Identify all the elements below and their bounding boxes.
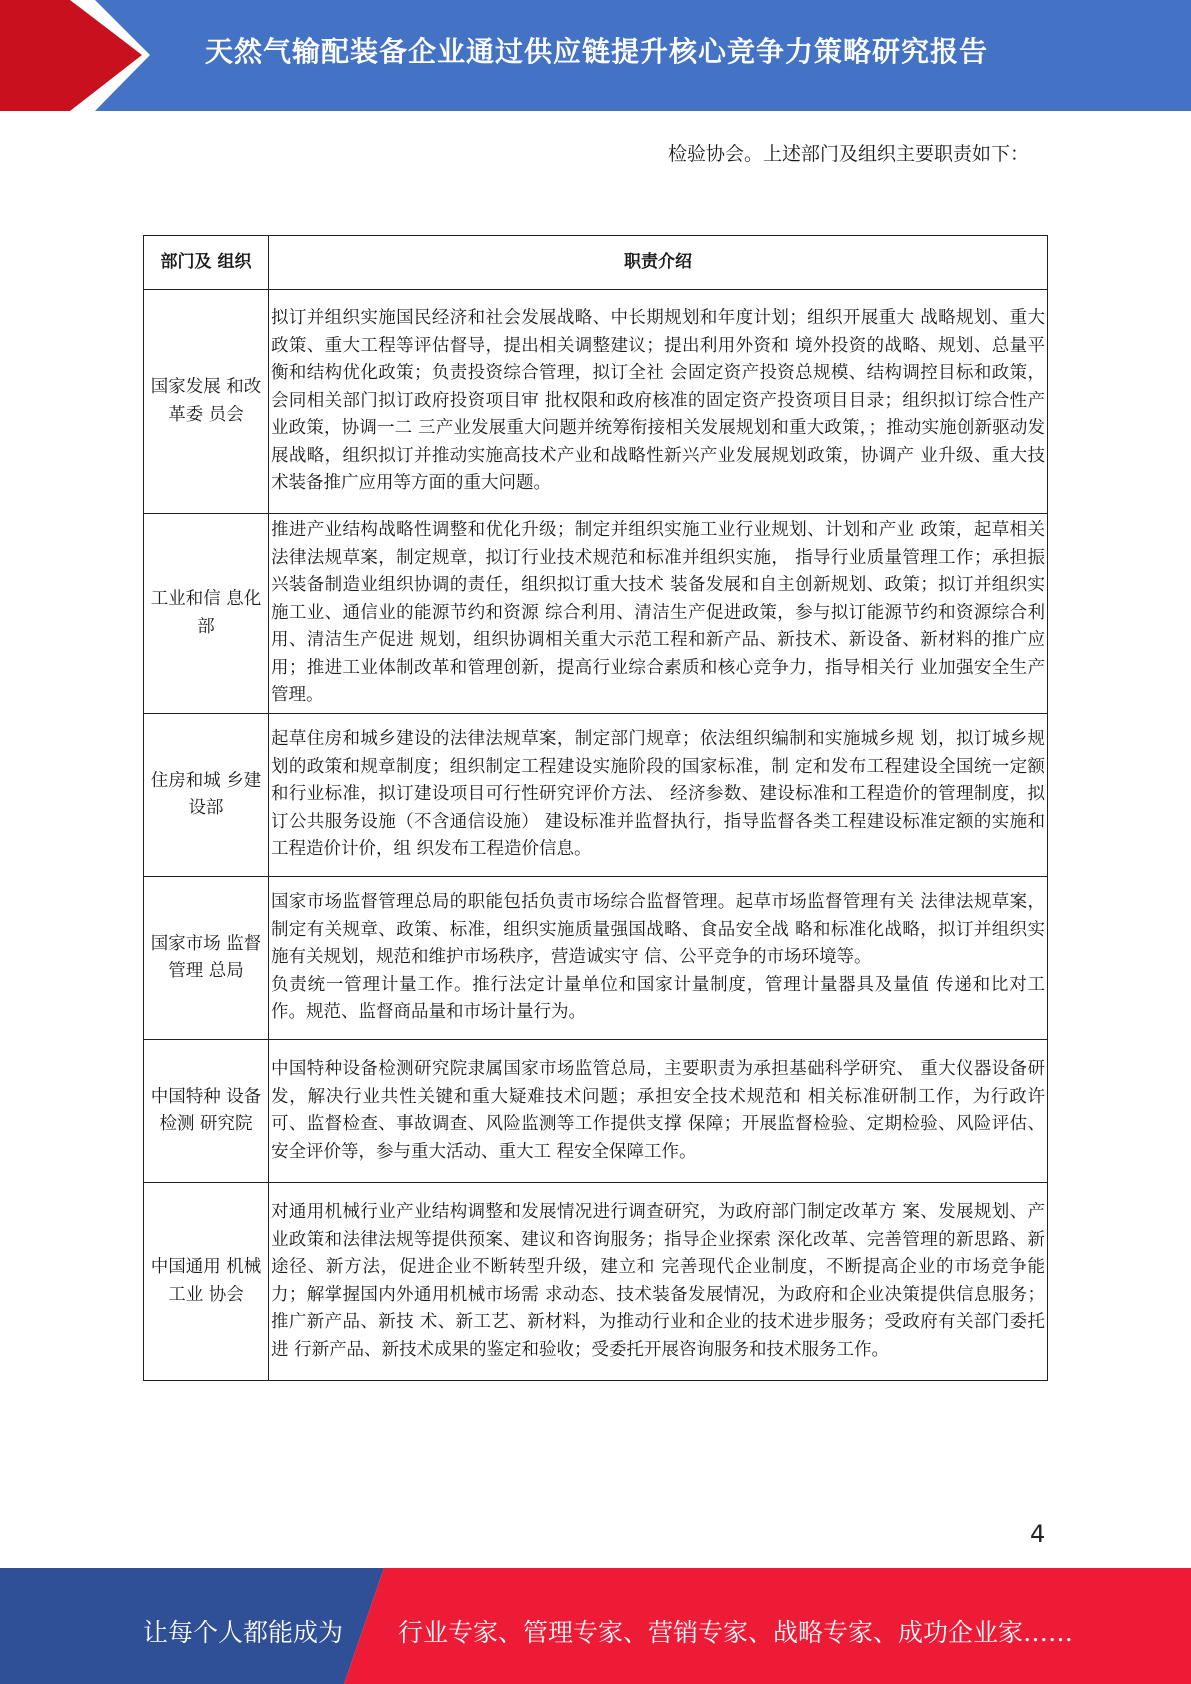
duties-cell	[269, 714, 1048, 877]
duties-paragraph: 国家市场监督管理总局的职能包括负责市场综合监督管理。起草市场监督管理有关 法律法规草案，制定有关规章、政策、标准，组织实施质量强国战略、食品安全战 略和标准化战略，拟订并组织实施有关规划，规范和维护市场秩序，营造诚实守 信、公平竞争的市场环境等。	[271, 892, 1045, 968]
page-number: 4	[1030, 1520, 1046, 1548]
duties-cell	[269, 290, 1048, 514]
duties-paragraph: 负责统一管理计量工作。推行法定计量单位和国家计量制度，管理计量器具及量值 传递和比对工作。规范、监督商品量和市场计量行为。	[271, 974, 1045, 1023]
table-row	[144, 1183, 1048, 1381]
department-cell: 中国特种 设备检测 研究院	[144, 1040, 269, 1183]
duties-cell	[269, 514, 1048, 714]
department-cell: 国家市场 监督管理 总局	[144, 877, 269, 1040]
page-header	[0, 0, 1191, 111]
header-duties: 职责介绍	[269, 236, 1048, 290]
table-row	[144, 514, 1048, 714]
department-cell: 中国通用 机械工业 协会	[144, 1183, 269, 1381]
intro-text: 检验协会。上述部门及组织主要职责如下：	[668, 143, 1030, 165]
duties-paragraph: 起草住房和城乡建设的法律法规草案，制定部门规章；依法组织编制和实施城乡规 划，拟订城乡规划的政策和规章制度；组织制定工程建设实施阶段的国家标准，制 定和发布工程建设全国统一定额和行业标准，拟订建设项目可行性研究评价方法、 经济参数、建设标准和工程造价的管理制度，拟订公共服务设施（不含通信设施） 建设标准并监督执行，指导监督各类工程建设标准定额的实施和工程造价计价，组 织发布工程造价信息。	[271, 729, 1045, 860]
duties-table	[143, 235, 1048, 1381]
page-footer	[0, 1568, 1191, 1684]
table-row	[144, 290, 1048, 514]
duties-cell	[269, 1040, 1048, 1183]
header-department: 部门及 组织	[144, 236, 269, 290]
table-row	[144, 714, 1048, 877]
duties-cell	[269, 877, 1048, 1040]
department-cell: 国家发展 和改革委 员会	[144, 290, 269, 514]
duties-paragraph: 中国特种设备检测研究院隶属国家市场监管总局，主要职责为承担基础科学研究、 重大仪器设备研发，解决行业共性关键和重大疑难技术问题；承担安全技术规范和 相关标准研制工作，为行政许可、监督检查、事故调查、风险监测等工作提供支撑 保障；开展监督检验、定期检验、风险评估、安全评价等，参与重大活动、重大工 程安全保障工作。	[271, 1059, 1045, 1162]
department-cell: 工业和信 息化部	[144, 514, 269, 714]
department-cell: 住房和城 乡建设部	[144, 714, 269, 877]
duties-cell	[269, 1183, 1048, 1381]
footer-slogan-right: 行业专家、管理专家、营销专家、战略专家、成功企业家……	[398, 1618, 1074, 1647]
table-row	[144, 1040, 1048, 1183]
footer-slogan-left: 让每个人都能成为	[143, 1618, 344, 1647]
duties-paragraph: 对通用机械行业产业结构调整和发展情况进行调查研究，为政府部门制定改革方 案、发展规划、产业政策和法律法规等提供预案、建议和咨询服务；指导企业探索 深化改革、完善管理的新思路、新途径、新方法，促进企业不断转型升级，建立和 完善现代企业制度，不断提高企业的市场竞争能力；解掌握国内外通用机械市场需 求动态、技术装备发展情况，为政府和企业决策提供信息服务；推广新产品、新技 术、新工艺、新材料，为推动行业和企业的技术进步服务；受政府有关部门委托进 行新产品、新技术成果的鉴定和验收；受委托开展咨询服务和技术服务工作。	[271, 1202, 1045, 1360]
table-row	[144, 877, 1048, 1040]
table-header-row	[144, 236, 1048, 290]
duties-paragraph: 推进产业结构战略性调整和优化升级；制定并组织实施工业行业规划、计划和产业 政策，起草相关法律法规草案，制定规章，拟订行业技术规范和标准并组织实施， 指导行业质量管理工作；承担振兴装备制造业组织协调的责任，组织拟订重大技术 装备发展和自主创新规划、政策；拟订并组织实施工业、通信业的能源节约和资源 综合利用、清洁生产促进政策，参与拟订能源节约和资源综合利用、清洁生产促进 规划，组织协调相关重大示范工程和新产品、新技术、新设备、新材料的推广应 用；推进工业体制改革和管理创新，提高行业综合素质和核心竞争力，指导相关行 业加强安全生产管理。	[271, 520, 1045, 706]
report-title: 天然气输配装备企业通过供应链提升核心竞争力策略研究报告	[205, 35, 989, 68]
duties-paragraph: 拟订并组织实施国民经济和社会发展战略、中长期规划和年度计划；组织开展重大 战略规划、重大政策、重大工程等评估督导，提出相关调整建议；提出利用外资和 境外投资的战略、规划、总量平衡和结构优化政策；负责投资综合管理，拟订全社 会固定资产投资总规模、结构调控目标和政策，会同相关部门拟订政府投资项目审 批权限和政府核准的固定资产投资项目目录；组织拟订综合性产业政策，协调一二 三产业发展重大问题并统筹衔接相关发展规划和重大政策，；推动实施创新驱动发展战略，组织拟订并推动实施高技术产业和战略性新兴产业发展规划政策，协调产 业升级、重大技术装备推广应用等方面的重大问题。	[271, 308, 1045, 494]
